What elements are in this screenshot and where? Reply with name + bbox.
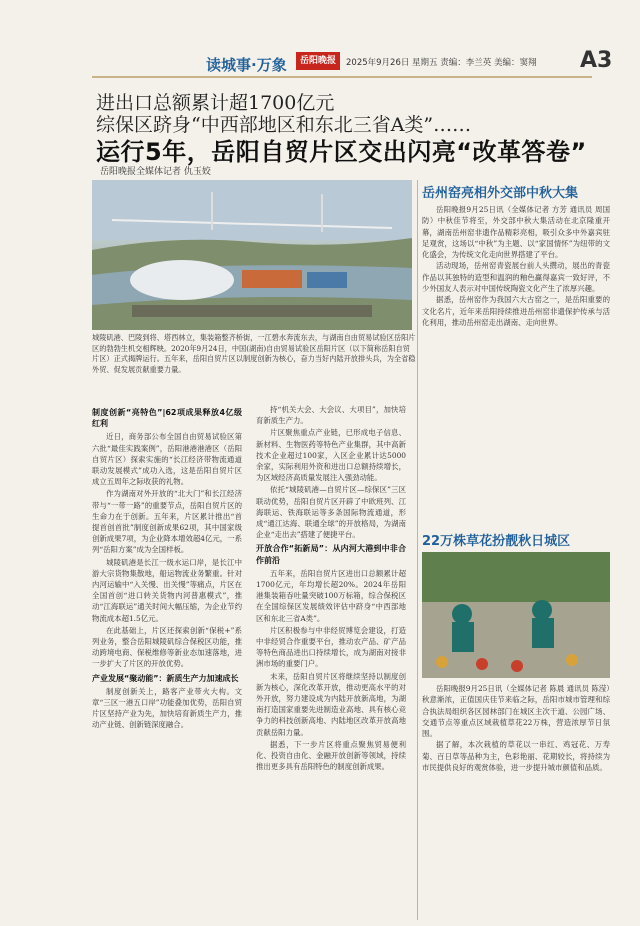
col2-para: 五年来，岳阳自贸片区进出口总额累计超1700亿元，年均增长超20%。2024年岳阳港集装箱吞吐量突破100万标箱，综合保税区在全国综保区发展绩效评估中跻身“中西部地区和东北三省A类”。	[256, 568, 406, 623]
col2-para: 依托“城陵矶港—自贸片区—综保区”三区联动优势，岳阳自贸片区开辟了中欧班列、江海联运、铁海联运等多条国际物流通道，形成“通江达海、联通全球”的开放格局，为湖南企业“走出去”搭建了便捷平台。	[256, 485, 406, 540]
dateline: 2025年9月26日 星期五 责编：李兰英 美编：窦翔	[346, 58, 537, 68]
col3-para: 未来，岳阳自贸片区将继续坚持以制度创新为核心，深化改革开放，推动更高水平的对外开放，努力建设成为内陆开放新高地，为湖南打造国家重要先进制造业高地、具有核心竞争力的科技创新高地、内陆地区改革开放高地贡献岳阳力量。	[256, 671, 406, 737]
story2-body	[422, 683, 610, 773]
col2-subhead: 开放合作“拓新局”：从内河大港到中非合作前沿	[256, 544, 406, 565]
page-number: A3	[580, 48, 613, 73]
col2-para: 持“机关大会、大会议、大项目”，加快培育新质生产力。	[256, 405, 406, 426]
headline-main: 运行5年，岳阳自贸片区交出闪亮“改革答卷”	[96, 138, 587, 166]
story1-para: 活动现场，岳州窑青瓷展台前人头攒动，展出的青瓷作品以其独特的造型和温润的釉色赢得嘉宾一致好评，不少外国友人表示对中国传统陶瓷文化产生了浓厚兴趣。	[422, 261, 610, 294]
story1-para: 据悉，岳州窑作为我国六大古窑之一，是岳阳重要的文化名片，近年来岳阳持续推进岳州窑非遗保护传承与活化利用，推动岳州窑走出湖南、走向世界。	[422, 295, 610, 327]
port-aerial-photo	[92, 180, 412, 330]
col1-para: 在此基础上，片区还探索创新“保税+”系列业务，整合岳阳城陵矶综合保税区功能，推动跨境电商、保税维修等新业态加速落地，进一步扩大了片区的开放优势。	[92, 625, 242, 669]
col3-para: 据悉，下一步片区将重点聚焦贸易便利化、投资自由化、金融开放创新等领域，持续推出更多具有岳阳特色的制度创新成果。	[256, 739, 406, 772]
header-rule	[92, 76, 592, 78]
article-column-2	[256, 404, 406, 774]
masthead-logo: 岳阳晚报	[296, 52, 340, 70]
col1-para: 近日，商务部公布全国自由贸易试验区第六批“最佳实践案例”，岳阳港港港港区（岳阳自贸片区）探索实施的“长江经济带物流通道联动发展模式”成功入选，这是岳阳自贸片区成立五周年之际收获的礼物。	[92, 432, 242, 487]
col1-para: 作为湖南对外开放的“北大门”和长江经济带与“一带一路”的重要节点，岳阳自贸片区的生命力在于创新。五年来，片区累计推出“首提首创首批”制度创新成果62项，其中国家级创新成果7项，为企业降本增效超4亿元，一系列“岳阳方案”成为全国样板。	[92, 489, 242, 555]
story1-title: 岳州窑亮相外交部中秋大集	[422, 186, 579, 201]
story1-para: 岳阳晚报9月25日讯（全媒体记者 方芳 通讯员 周国防）中秋佳节将至，外交部中秋大集活动在北京隆重开幕，湖南岳州窑非遗作品精彩亮相，吸引众多中外嘉宾驻足观赏，这场以“中秋”为主题、以“家国情怀”为纽带的文化盛会，为传统文化走向世界搭建了平台。	[422, 205, 610, 260]
headline-1: 进出口总额累计超1700亿元	[96, 92, 335, 114]
col3-para: 制度创新关上，路客产业带火大构。文章“三区一港五口岸”功能叠加优势，岳阳自贸片区坚持产业为先，加快培育新质生产力，推动产业链、创新链深度融合。	[92, 686, 242, 730]
column-divider	[417, 180, 418, 920]
col2-para: 片区积极参与中非经贸博览会建设，打造中非经贸合作重要平台，推动农产品、矿产品等特色商品进出口持续增长，成为湖南对接非洲市场的重要门户。	[256, 625, 406, 669]
article-column-1	[92, 404, 242, 732]
story2-para: 岳阳晚报9月25日讯（全媒体记者 陈晨 通讯员 陈滢）秋意渐浓，正值国庆佳节来临之际，岳阳市城市管理和综合执法局组织各区园林部门在城区主次干道、公园广场、交通节点等重点区域栽植草花22万株，营造浓厚节日氛围。	[422, 684, 610, 739]
byline: 岳阳晚报全媒体记者 仇玉姣	[100, 167, 211, 177]
story1-body	[422, 204, 610, 328]
photo-caption: 城陵矶港、巴陵到将、塔西林立，集装箱整齐桥街，一江碧水奔流东去，与湖南自由贸易试验区岳阳片区的勃勃生机交相辉映。2020年9月24日，中国(湖南)自由贸易试验区岳阳片区（以下简称岳阳自贸片区）正式揭牌运行。五年来，岳阳自贸片区以制度创新为核心，奋力当好内陆开放排头兵，为全省稳外贸、促发展贡献重要力量。	[92, 333, 416, 374]
col1-para: 城陵矶港是长江一级水运口岸，是长江中游大宗货物集散地，船运物流业务繁重。针对内河运输中“入关慢、出关慢”等痛点，片区在全国首创“进口转关货物内河普惠模式”，推动“江海联运”通关时间大幅压缩，为企业节约物流成本超1.5亿元。	[92, 557, 242, 623]
col3-subhead: 产业发展“聚动能”：新质生产力加速成长	[92, 673, 239, 683]
flower-planting-photo	[422, 552, 610, 678]
page-header	[0, 0, 640, 80]
story2-title: 22万株草花扮靓秋日城区	[422, 534, 571, 549]
headline-2: 综保区跻身“中西部地区和东北三省A类”……	[96, 114, 472, 136]
col1-subhead: 制度创新“亮特色”|62项成果释放4亿级红利	[92, 408, 242, 429]
section-title: 读城事·万象	[206, 56, 287, 74]
col2-para: 片区聚焦重点产业链，已形成电子信息、新材料、生物医药等特色产业集群，其中高新技术企业超过100家，入区企业累计达5000余家，实际利用外资和进出口总额持续增长，为区域经济高质量发展注入强劲动能。	[256, 428, 406, 483]
story2-para: 据了解，本次栽植的草花以一串红、鸡冠花、万寿菊、百日草等品种为主，色彩艳丽、花期较长，将持续为市民提供良好的观赏体验，进一步提升城市颜值和品质。	[422, 740, 610, 773]
